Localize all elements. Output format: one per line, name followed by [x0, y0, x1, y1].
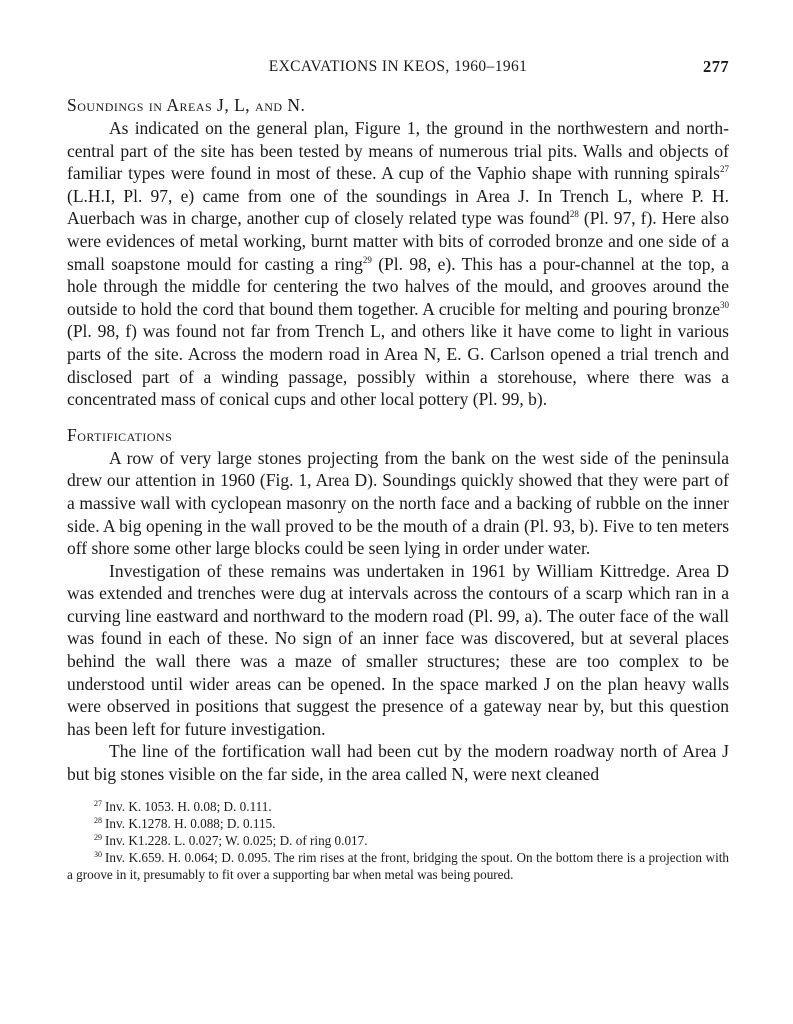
text-run: (Pl. 98, e). This has a pour-channel at the top, a hole through the middle for centering the two halves of the mould, and grooves around the outside to hold the cord that bound them together. A crucible for melting and pouring bronze: [67, 253, 729, 319]
running-title: EXCAVATIONS IN KEOS, 1960–1961: [268, 58, 528, 75]
footnote-28: [67, 815, 729, 832]
footnote-text: Inv. K1.228. L. 0.027; W. 0.025; D. of ring 0.017.: [105, 832, 368, 848]
section-heading-soundings: Soundings in Areas J, L, and N.: [67, 95, 306, 115]
footnote-number: 29: [94, 832, 102, 842]
footnote-number: 27: [94, 798, 102, 808]
footnote-text: Inv. K. 1053. H. 0.08; D. 0.111.: [105, 798, 272, 814]
footnote-number: 28: [94, 815, 102, 825]
footnote-ref-27: 27: [720, 164, 729, 175]
page: [67, 56, 729, 883]
footnote-30: [67, 849, 729, 883]
text-run: (Pl. 97, f). Here also were evidences of metal working, burnt matter with bits of corroded bronze and one side of a small soapstone mould for casting a ring: [67, 208, 729, 274]
footnote-ref-29: 29: [362, 254, 372, 265]
footnote-29: [67, 832, 729, 849]
running-head: [67, 56, 729, 80]
paragraph-fortifications-1: A row of very large stones projecting from the bank on the west side of the peninsula drew our attention in 1960 (Fig. 1, Area D). Soundings quickly showed that they were part of a massive wall with cyclopean masonry on the north face and a backing of rubble on the inner side. A big opening in the wall proved to be the mouth of a drain (Pl. 93, b). Five to ten meters off shore some other large blocks could be seen lying in order under water.: [67, 447, 729, 559]
footnotes: [67, 798, 729, 883]
footnote-ref-28: 28: [569, 209, 579, 220]
page-number: 277: [703, 57, 729, 76]
paragraph-fortifications-2: Investigation of these remains was undertaken in 1961 by William Kittredge. Area D was extended and trenches were dug at intervals across the contours of a scarp which ran in a curving line eastward and northward to the modern road (Pl. 99, a). The outer face of the wall was found in each of these. No sign of an inner face was discovered, but at several places behind the wall there was a maze of smaller structures; these are too complex to be understood until wider areas can be opened. In the space marked J on the plan heavy walls were observed in positions that suggest the presence of a gateway near by, but this question has been left for future investigation.: [67, 560, 729, 739]
footnote-ref-30: 30: [720, 299, 729, 310]
text-run: (Pl. 98, f) was found not far from Trench L, and others like it have come to light in various parts of the site. Across the modern road in Area N, E. G. Carlson opened a trial trench and disclosed part of a winding passage, possibly within a storehouse, where there was a concentrated mass of conical cups and other local pottery (Pl. 99, b).: [67, 321, 729, 410]
footnote-text: Inv. K.659. H. 0.064; D. 0.095. The rim rises at the front, bridging the spout. On the bottom there is a projection with a groove in it, presumably to fit over a supporting bar when metal was being poured.: [67, 849, 729, 882]
footnote-number: 30: [94, 849, 102, 859]
text-run: As indicated on the general plan, Figure 1, the ground in the northwestern and north-central part of the site has been tested by means of numerous trial pits. Walls and objects of familiar types were found in most of these. A cup of the Vaphio shape with running spirals: [67, 118, 729, 184]
paragraph-soundings: [67, 117, 729, 411]
section-heading-fortifications: Fortifications: [67, 424, 173, 445]
footnote-27: [67, 798, 729, 815]
footnote-text: Inv. K.1278. H. 0.088; D. 0.115.: [105, 815, 276, 831]
text-run: (L.H.I, Pl. 97, e) came from one of the soundings in Area J. In Trench L, where P. H. Auerbach was in charge, another cup of closely related type was found: [67, 185, 729, 229]
paragraph-fortifications-3: The line of the fortification wall had been cut by the modern roadway north of Area J but big stones visible on the far side, in the area called N, were next cleaned: [67, 741, 729, 785]
